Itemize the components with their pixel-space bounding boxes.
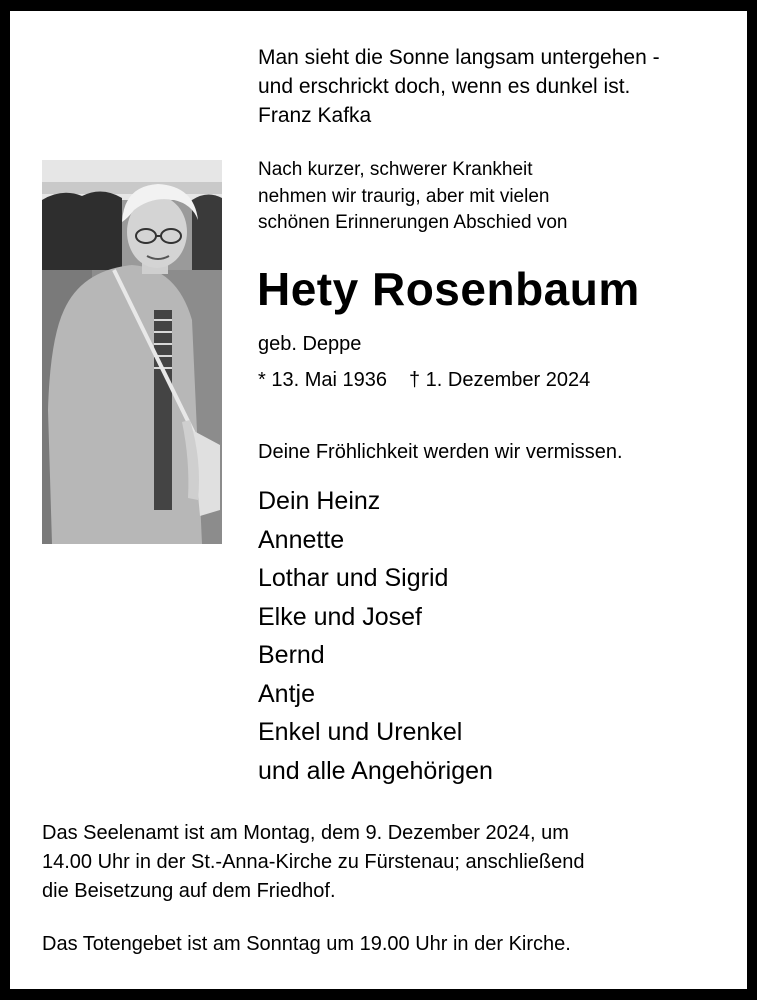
quote-line: Man sieht die Sonne langsam untergehen -: [258, 46, 660, 69]
quote-author: Franz Kafka: [258, 104, 372, 127]
intro-text: [258, 157, 568, 237]
mourner: Antje: [258, 679, 315, 708]
intro-line: schönen Erinnerungen Abschied von: [258, 212, 568, 233]
birth-date: * 13. Mai 1936: [258, 369, 387, 391]
mourner: Dein Heinz: [258, 487, 381, 515]
intro-line: Nach kurzer, schwerer Krankheit: [258, 159, 533, 180]
death-date: † 1. Dezember 2024: [408, 369, 591, 391]
intro-line: nehmen wir traurig, aber mit vielen: [258, 185, 550, 207]
requiem-info: [42, 819, 585, 906]
deceased-name: Hety Rosenbaum: [257, 263, 640, 315]
portrait-image: [42, 160, 222, 544]
service-line: Das Seelenamt ist am Montag, dem 9. Dezember 2024, um: [42, 822, 569, 844]
mourner: Lothar und Sigrid: [258, 564, 449, 592]
mourners-list: [258, 482, 493, 790]
farewell-message: Deine Fröhlichkeit werden wir vermissen.: [258, 441, 623, 463]
mourner: Bernd: [258, 641, 325, 669]
life-dates: [258, 367, 590, 393]
mourner: und alle Angehörigen: [258, 756, 493, 785]
prayer-info: Das Totengebet ist am Sonntag um 19.00 Uhr in der Kirche.: [42, 933, 571, 955]
obituary-card: [10, 11, 747, 989]
kafka-quote: [258, 43, 660, 130]
portrait-photo: [42, 160, 222, 544]
service-line: 14.00 Uhr in der St.-Anna-Kirche zu Fürstenau; anschließend: [42, 851, 585, 873]
birth-name: geb. Deppe: [258, 333, 362, 355]
mourner: Annette: [258, 525, 345, 554]
mourner: Enkel und Urenkel: [258, 718, 463, 746]
service-line: die Beisetzung auf dem Friedhof.: [42, 880, 336, 902]
quote-line: und erschrickt doch, wenn es dunkel ist.: [258, 75, 631, 98]
mourner: Elke und Josef: [258, 602, 422, 631]
